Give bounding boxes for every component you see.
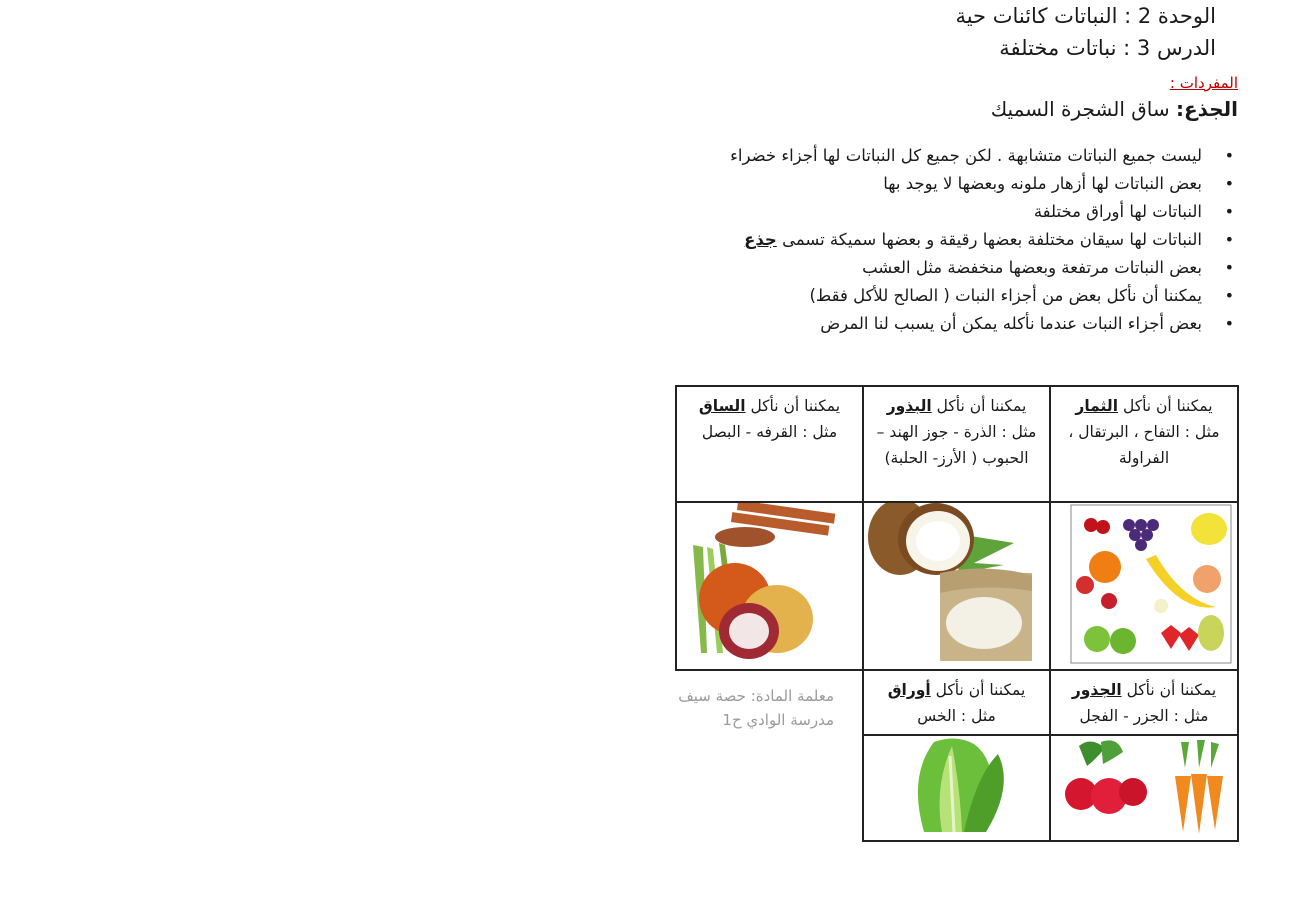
cell-part: الجذور xyxy=(1071,681,1122,699)
footer-credits xyxy=(678,684,834,732)
vocabulary-term: الجذع: xyxy=(1176,97,1238,121)
cell-prefix: يمكننا أن نأكل xyxy=(931,397,1027,415)
vocabulary-label: المفردات : xyxy=(1169,74,1238,92)
bullet-item: • ليست جميع النباتات متشابهة . لكن جميع كل النباتات لها أجزاء خضراء xyxy=(622,142,1202,170)
vocabulary-meaning: ساق الشجرة السميك xyxy=(990,97,1176,121)
fruit-collage-image xyxy=(1049,501,1239,671)
cell-example: مثل : التفاح ، البرتقال ، الفراولة xyxy=(1068,423,1220,467)
cell-part: أوراق xyxy=(887,681,931,699)
bullet-text: النباتات لها سيقان مختلفة بعضها رقيقة و بعضها سميكة تسمى xyxy=(776,230,1202,249)
cell-example: مثل : الذرة - جوز الهند – الحبوب ( الأرز- الحلبة) xyxy=(876,423,1037,467)
cell-prefix: يمكننا أن نأكل xyxy=(930,681,1026,699)
cell-example: مثل : القرفه - البصل xyxy=(701,423,838,441)
cell-part: الساق xyxy=(698,397,746,415)
table-cell-stem xyxy=(675,385,864,503)
cell-prefix: يمكننا أن نأكل xyxy=(745,397,841,415)
cell-example: مثل : الخس xyxy=(917,707,996,725)
vocabulary-definition xyxy=(991,97,1238,121)
teacher-name: معلمة المادة: حصة سيف xyxy=(678,687,834,705)
bullet-item xyxy=(622,226,1202,254)
school-name: مدرسة الوادي ح1 xyxy=(722,711,834,729)
bullet-item: • بعض النباتات لها أزهار ملونه وبعضها لا يوجد بها xyxy=(622,170,1202,198)
lettuce-image xyxy=(862,734,1051,842)
lesson-title: الدرس 3 : نباتات مختلفة xyxy=(999,36,1216,60)
cell-prefix: يمكننا أن نأكل xyxy=(1118,397,1213,415)
table-cell-leaves xyxy=(862,669,1051,736)
cinnamon-and-onion-image xyxy=(675,501,864,671)
cell-part: الثمار xyxy=(1075,397,1119,415)
coconut-and-rice-image xyxy=(862,501,1051,671)
table-cell-roots xyxy=(1049,669,1239,736)
bullet-item: • النباتات لها أوراق مختلفة xyxy=(622,198,1202,226)
bullet-bold-term: جذع xyxy=(744,230,777,249)
unit-title: الوحدة 2 : النباتات كائنات حية xyxy=(955,4,1216,28)
cell-prefix: يمكننا أن نأكل xyxy=(1121,681,1217,699)
cell-example: مثل : الجزر - الفجل xyxy=(1079,707,1209,725)
table-cell-seeds xyxy=(862,385,1051,503)
bullet-item: • يمكننا أن نأكل بعض من أجزاء النبات ( الصالح للأكل فقط) xyxy=(622,282,1202,310)
table-cell-fruits xyxy=(1049,385,1239,503)
bullet-item: • بعض النباتات مرتفعة وبعضها منخفضة مثل العشب xyxy=(622,254,1202,282)
cell-part: البذور xyxy=(886,397,932,415)
bullet-list xyxy=(622,142,1238,338)
radish-and-carrot-image xyxy=(1049,734,1239,842)
bullet-item: • بعض أجزاء النبات عندما نأكله يمكن أن يسبب لنا المرض xyxy=(622,310,1202,338)
